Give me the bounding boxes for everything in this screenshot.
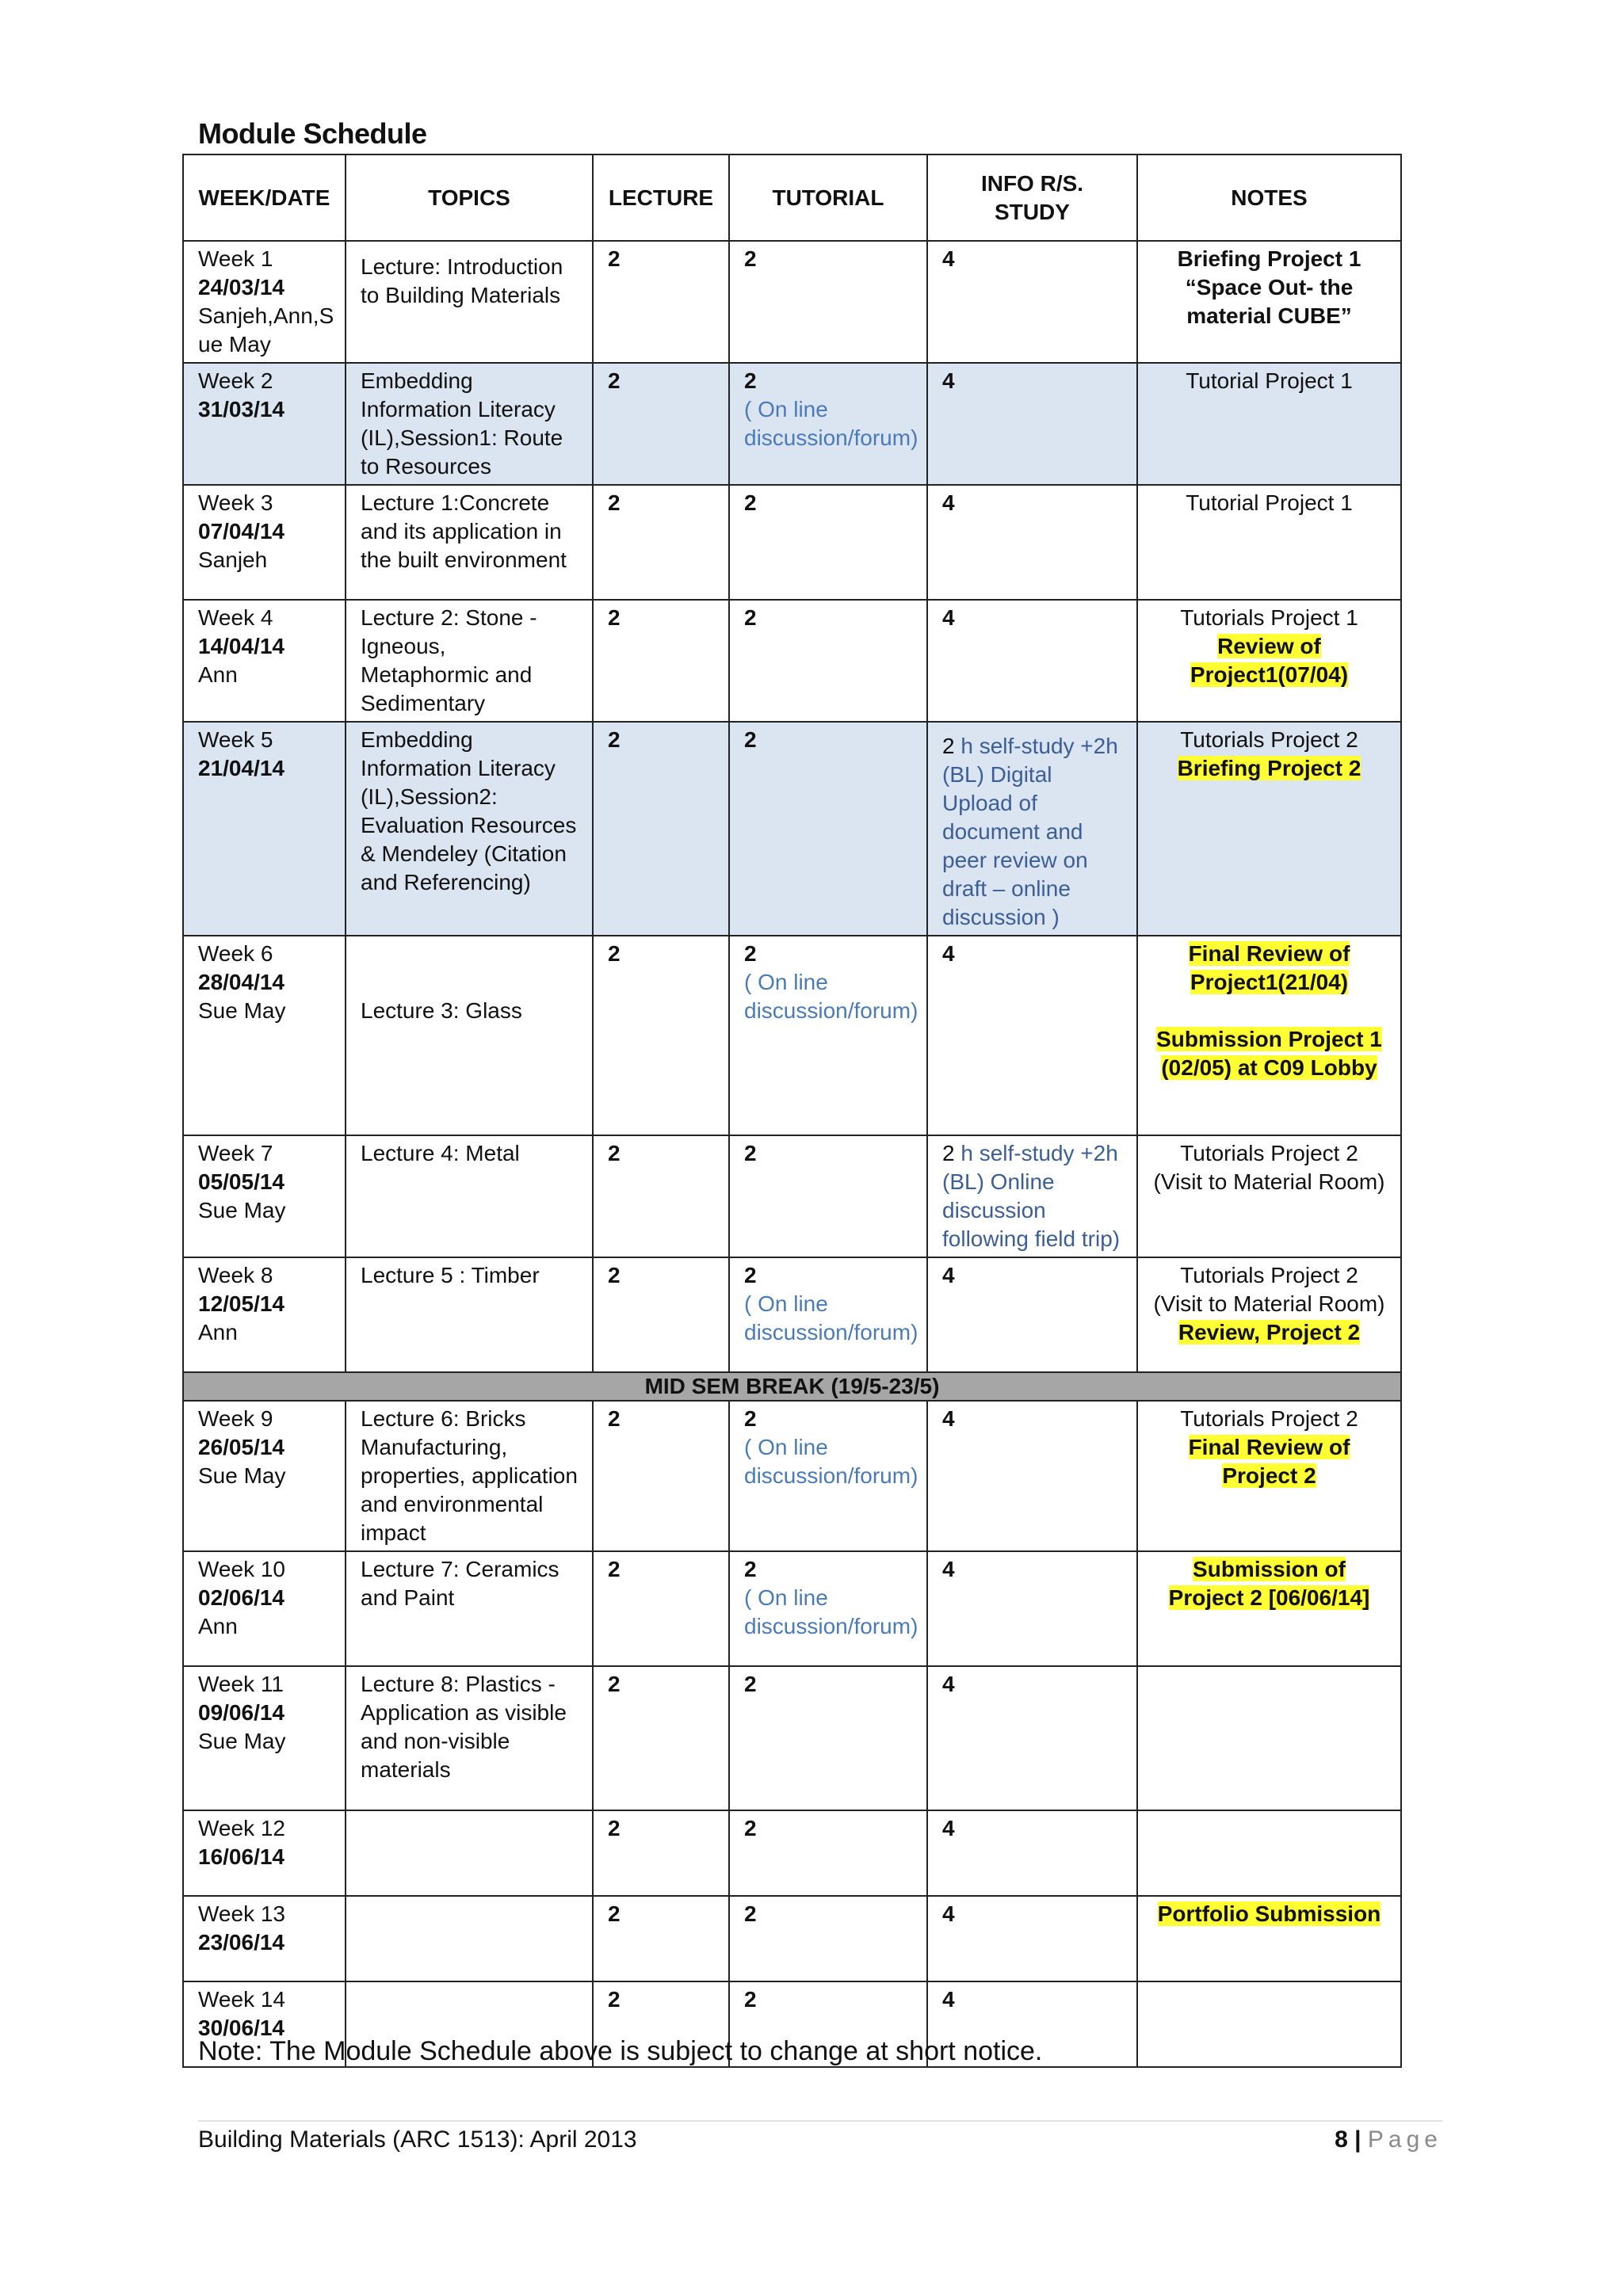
topic-cell [346,1810,593,1896]
note-line: Tutorials Project 2 [1180,1141,1358,1165]
notes-cell [1137,363,1401,485]
table-row [183,600,1401,722]
lecture-cell: 2 [593,485,729,600]
week-staff: Ann [198,1614,238,1638]
notes-cell [1137,1401,1401,1551]
week-date: 05/05/14 [198,1169,285,1194]
highlighted-note: Portfolio Submission [1157,1901,1381,1926]
week-label: Week 9 [198,1406,273,1431]
highlighted-note: Review, Project 2 [1178,1320,1361,1344]
highlighted-note: Final Review of Project 2 [1188,1435,1350,1488]
tutorial-cell [729,1401,927,1551]
week-date: 09/06/14 [198,1700,285,1725]
lecture-cell: 2 [593,936,729,1135]
week-label: Week 13 [198,1901,285,1926]
table-row [183,363,1401,485]
topic-cell: Lecture 2: Stone - Igneous, Metaphormic and Sedimentary [346,600,593,722]
study-value: 2 [942,1141,955,1165]
lecture-cell: 2 [593,1981,729,2067]
week-cell [183,485,346,600]
page-title: Module Schedule [198,117,427,150]
week-label: Week 7 [198,1141,273,1165]
note-line: Tutorials Project 2 [1180,1406,1358,1431]
tutorial-cell: 2 [729,600,927,722]
note-line: Tutorials Project 1 [1180,605,1358,630]
notes-cell [1137,600,1401,722]
study-note: h self-study +2h (BL) Digital Upload of document and peer review on draft – online discussion ) [942,734,1118,929]
study-cell: 4 [927,1401,1137,1551]
page-label: Page [1367,2126,1442,2153]
page-number: 8 [1335,2126,1348,2153]
week-staff: Sue May [198,998,286,1023]
week-date: 16/06/14 [198,1844,285,1869]
topic-cell: Embedding Information Literacy (IL),Session1: Route to Resources [346,363,593,485]
week-date: 07/04/14 [198,519,285,543]
note-line: Briefing Project 1 “Space Out- the material CUBE” [1177,246,1361,328]
schedule-change-note: Note: The Module Schedule above is subject to change at short notice. [198,2036,1043,2066]
lecture-cell: 2 [593,600,729,722]
note-line: Tutorials Project 2 [1180,1263,1358,1287]
topic-cell: Lecture 7: Ceramics and Paint [346,1551,593,1666]
footer-divider [198,2120,1442,2122]
highlighted-note: Submission of Project 2 [06/06/14] [1168,1557,1370,1610]
week-staff: Ann [198,662,238,687]
week-cell [183,1810,346,1896]
topic-cell: Embedding Information Literacy (IL),Session2: Evaluation Resources & Mendeley (Citation and Referencing) [346,722,593,936]
tutorial-note: ( On line discussion/forum) [744,1291,918,1344]
study-cell: 4 [927,1666,1137,1810]
table-row [183,1401,1401,1551]
highlighted-note: Review of Project1(07/04) [1190,634,1349,687]
notes-cell [1137,1981,1401,2067]
table-row [183,1551,1401,1666]
topic-cell: Lecture 4: Metal [346,1135,593,1257]
module-schedule-table [182,154,1402,2068]
note-line: (Visit to Material Room) [1153,1169,1385,1194]
mid-sem-break-row [183,1372,1401,1401]
table-row [183,1896,1401,1981]
study-cell: 4 [927,363,1137,485]
header-week-date: WEEK/DATE [183,154,346,241]
note-line: (Visit to Material Room) [1153,1291,1385,1316]
week-date: 31/03/14 [198,397,285,421]
study-cell: 4 [927,600,1137,722]
tutorial-cell: 2 [729,722,927,936]
tutorial-cell: 2 [729,1810,927,1896]
tutorial-value: 2 [744,1406,757,1431]
topic-cell: Lecture 8: Plastics - Application as visible and non-visible materials [346,1666,593,1810]
week-date: 24/03/14 [198,275,285,299]
notes-cell [1137,241,1401,363]
highlighted-note: Briefing Project 2 [1177,756,1361,780]
study-cell: 4 [927,1981,1137,2067]
study-cell: 4 [927,1257,1137,1372]
study-cell: 4 [927,241,1137,363]
lecture-cell: 2 [593,1257,729,1372]
highlighted-note: Submission Project 1 (02/05) at C09 Lobby [1156,1027,1382,1080]
tutorial-cell: 2 [729,241,927,363]
week-label: Week 6 [198,941,273,966]
table-row [183,936,1401,1135]
lecture-cell: 2 [593,1135,729,1257]
week-staff: Sue May [198,1198,286,1222]
study-note: h self-study +2h (BL) Online discussion following field trip) [942,1141,1121,1251]
tutorial-value: 2 [744,1557,757,1581]
notes-cell [1137,1257,1401,1372]
page-separator: | [1354,2126,1361,2153]
tutorial-note: ( On line discussion/forum) [744,397,918,450]
week-staff: Sanjeh [198,547,268,572]
week-date: 14/04/14 [198,634,285,658]
study-value: 2 [942,734,955,758]
header-topics: TOPICS [346,154,593,241]
mid-sem-break-label: MID SEM BREAK (19/5-23/5) [183,1372,1401,1401]
tutorial-cell [729,363,927,485]
note-line: Tutorial Project 1 [1186,490,1353,515]
notes-cell [1137,1896,1401,1981]
notes-cell [1137,1810,1401,1896]
week-cell [183,600,346,722]
week-cell [183,1896,346,1981]
tutorial-cell [729,936,927,1135]
table-row [183,1135,1401,1257]
week-date: 26/05/14 [198,1435,285,1459]
week-cell [183,1401,346,1551]
week-date: 21/04/14 [198,756,285,780]
header-notes: NOTES [1137,154,1401,241]
week-label: Week 14 [198,1987,285,2012]
study-cell: 4 [927,936,1137,1135]
week-cell [183,722,346,936]
tutorial-cell: 2 [729,1896,927,1981]
week-staff: Sue May [198,1463,286,1488]
week-date: 28/04/14 [198,970,285,994]
week-staff: Ann [198,1320,238,1344]
week-date: 12/05/14 [198,1291,285,1316]
week-label: Week 2 [198,368,273,393]
week-date: 02/06/14 [198,1585,285,1610]
tutorial-cell: 2 [729,485,927,600]
topic-cell [346,1896,593,1981]
lecture-cell: 2 [593,363,729,485]
study-cell: 4 [927,485,1137,600]
week-label: Week 8 [198,1263,273,1287]
lecture-cell: 2 [593,1810,729,1896]
notes-cell [1137,1666,1401,1810]
tutorial-note: ( On line discussion/forum) [744,970,918,1023]
study-cell: 4 [927,1810,1137,1896]
study-cell: 4 [927,1551,1137,1666]
topic-cell: Lecture 6: Bricks Manufacturing, properties, application and environmental impact [346,1401,593,1551]
footer-page-number [1335,2126,1442,2153]
notes-cell [1137,722,1401,936]
week-label: Week 1 [198,246,273,271]
topic-cell: Lecture 1:Concrete and its application in the built environment [346,485,593,600]
lecture-cell: 2 [593,722,729,936]
tutorial-value: 2 [744,1263,757,1287]
notes-cell [1137,485,1401,600]
note-line: Tutorial Project 1 [1186,368,1353,393]
table-row [183,485,1401,600]
week-label: Week 3 [198,490,273,515]
week-cell [183,1257,346,1372]
tutorial-value: 2 [744,941,757,966]
notes-cell [1137,1135,1401,1257]
notes-cell [1137,1551,1401,1666]
week-cell [183,1135,346,1257]
week-cell [183,241,346,363]
week-staff: Sanjeh,Ann,S ue May [198,303,334,357]
header-info-study: INFO R/S. STUDY [927,154,1137,241]
tutorial-cell [729,1257,927,1372]
tutorial-cell: 2 [729,1666,927,1810]
study-cell [927,722,1137,936]
week-date: 23/06/14 [198,1930,285,1955]
highlighted-note: Final Review of Project1(21/04) [1188,941,1350,994]
week-cell [183,936,346,1135]
topic-cell: Lecture: Introduction to Building Materials [346,241,593,363]
tutorial-cell: 2 [729,1135,927,1257]
table-row [183,1257,1401,1372]
lecture-cell: 2 [593,241,729,363]
table-row [183,241,1401,363]
study-cell: 4 [927,1896,1137,1981]
footer-course-title: Building Materials (ARC 1513): April 2013 [198,2126,637,2153]
lecture-cell: 2 [593,1401,729,1551]
topic-cell: Lecture 3: Glass [346,936,593,1135]
week-cell [183,363,346,485]
week-cell [183,1551,346,1666]
week-label: Week 4 [198,605,273,630]
week-label: Week 5 [198,727,273,752]
week-label: Week 10 [198,1557,285,1581]
week-label: Week 11 [198,1672,284,1696]
table-row [183,1810,1401,1896]
week-label: Week 12 [198,1816,285,1840]
table-row [183,722,1401,936]
note-line: Tutorials Project 2 [1180,727,1358,752]
header-lecture: LECTURE [593,154,729,241]
lecture-cell: 2 [593,1896,729,1981]
table-row [183,1666,1401,1810]
header-tutorial: TUTORIAL [729,154,927,241]
week-staff: Sue May [198,1729,286,1753]
tutorial-note: ( On line discussion/forum) [744,1585,918,1638]
notes-cell [1137,936,1401,1135]
tutorial-cell [729,1551,927,1666]
lecture-cell: 2 [593,1551,729,1666]
tutorial-cell: 2 [729,1981,927,2067]
topic-cell: Lecture 5 : Timber [346,1257,593,1372]
tutorial-note: ( On line discussion/forum) [744,1435,918,1488]
tutorial-value: 2 [744,368,757,393]
lecture-cell: 2 [593,1666,729,1810]
week-date: 30/06/14 [198,2016,285,2040]
week-cell [183,1666,346,1810]
study-cell [927,1135,1137,1257]
header-row [183,154,1401,241]
